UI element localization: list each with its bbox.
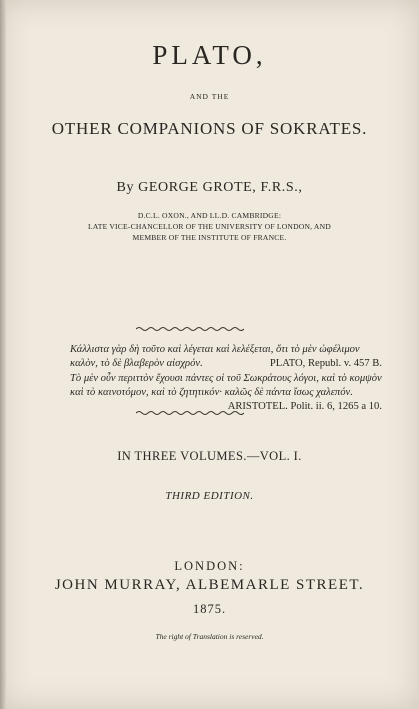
rights-notice: The right of Translation is reserved. (155, 632, 264, 641)
epigraph-line: Τὸ μὲν οὖν περιττὸν ἔχουσι πάντες οἱ τοῦ Σωκράτους λόγοι, καὶ τὸ κομψὸν (70, 372, 382, 384)
credential-line: MEMBER OF THE INSTITUTE OF FRANCE. (132, 233, 287, 242)
epigraph-text: καλὸν, τὸ δὲ βλαβερὸν αἰσχρόν. (70, 358, 203, 370)
edition-info: THIRD EDITION. (165, 490, 254, 502)
ornamental-rule-top (136, 326, 244, 332)
epigraph-source: ARISTOTEL. Polit. ii. 6, 1265 a 10. (227, 401, 382, 413)
publisher-line: JOHN MURRAY, ALBEMARLE STREET. (54, 577, 365, 593)
epigraph-block (70, 343, 382, 414)
epigraph-line: Κάλλιστα γὰρ δὴ τοῦτο καὶ λέγεται καὶ λελέξεται, ὅτι τὸ μὲν ὠφέλιμον (70, 344, 360, 355)
epigraph-line-with-source (70, 357, 382, 371)
author-credentials (0, 210, 419, 243)
volume-info: IN THREE VOLUMES.—VOL. I. (117, 449, 302, 463)
book-subtitle: OTHER COMPANIONS OF SOKRATES. (51, 119, 368, 138)
epigraph-source: PLATO, Republ. v. 457 B. (269, 358, 382, 370)
title-connector: AND THE (189, 92, 230, 101)
ornamental-rule-bottom (136, 410, 244, 416)
credential-line: LATE VICE-CHANCELLOR OF THE UNIVERSITY OF LONDON, AND (88, 222, 331, 231)
publication-year: 1875. (192, 602, 227, 616)
author-line: By GEORGE GROTE, F.R.S., (116, 180, 303, 195)
publication-city: LONDON: (174, 559, 245, 573)
epigraph-line: καὶ τὸ καινοτόμον, καὶ τὸ ζητητικόν· καλῶς δὲ πάντα ἴσως χαλεπόν. (70, 386, 353, 398)
credential-line: D.C.L. OXON., AND LL.D. CAMBRIDGE: (137, 211, 282, 220)
book-title: PLATO, (152, 40, 267, 70)
